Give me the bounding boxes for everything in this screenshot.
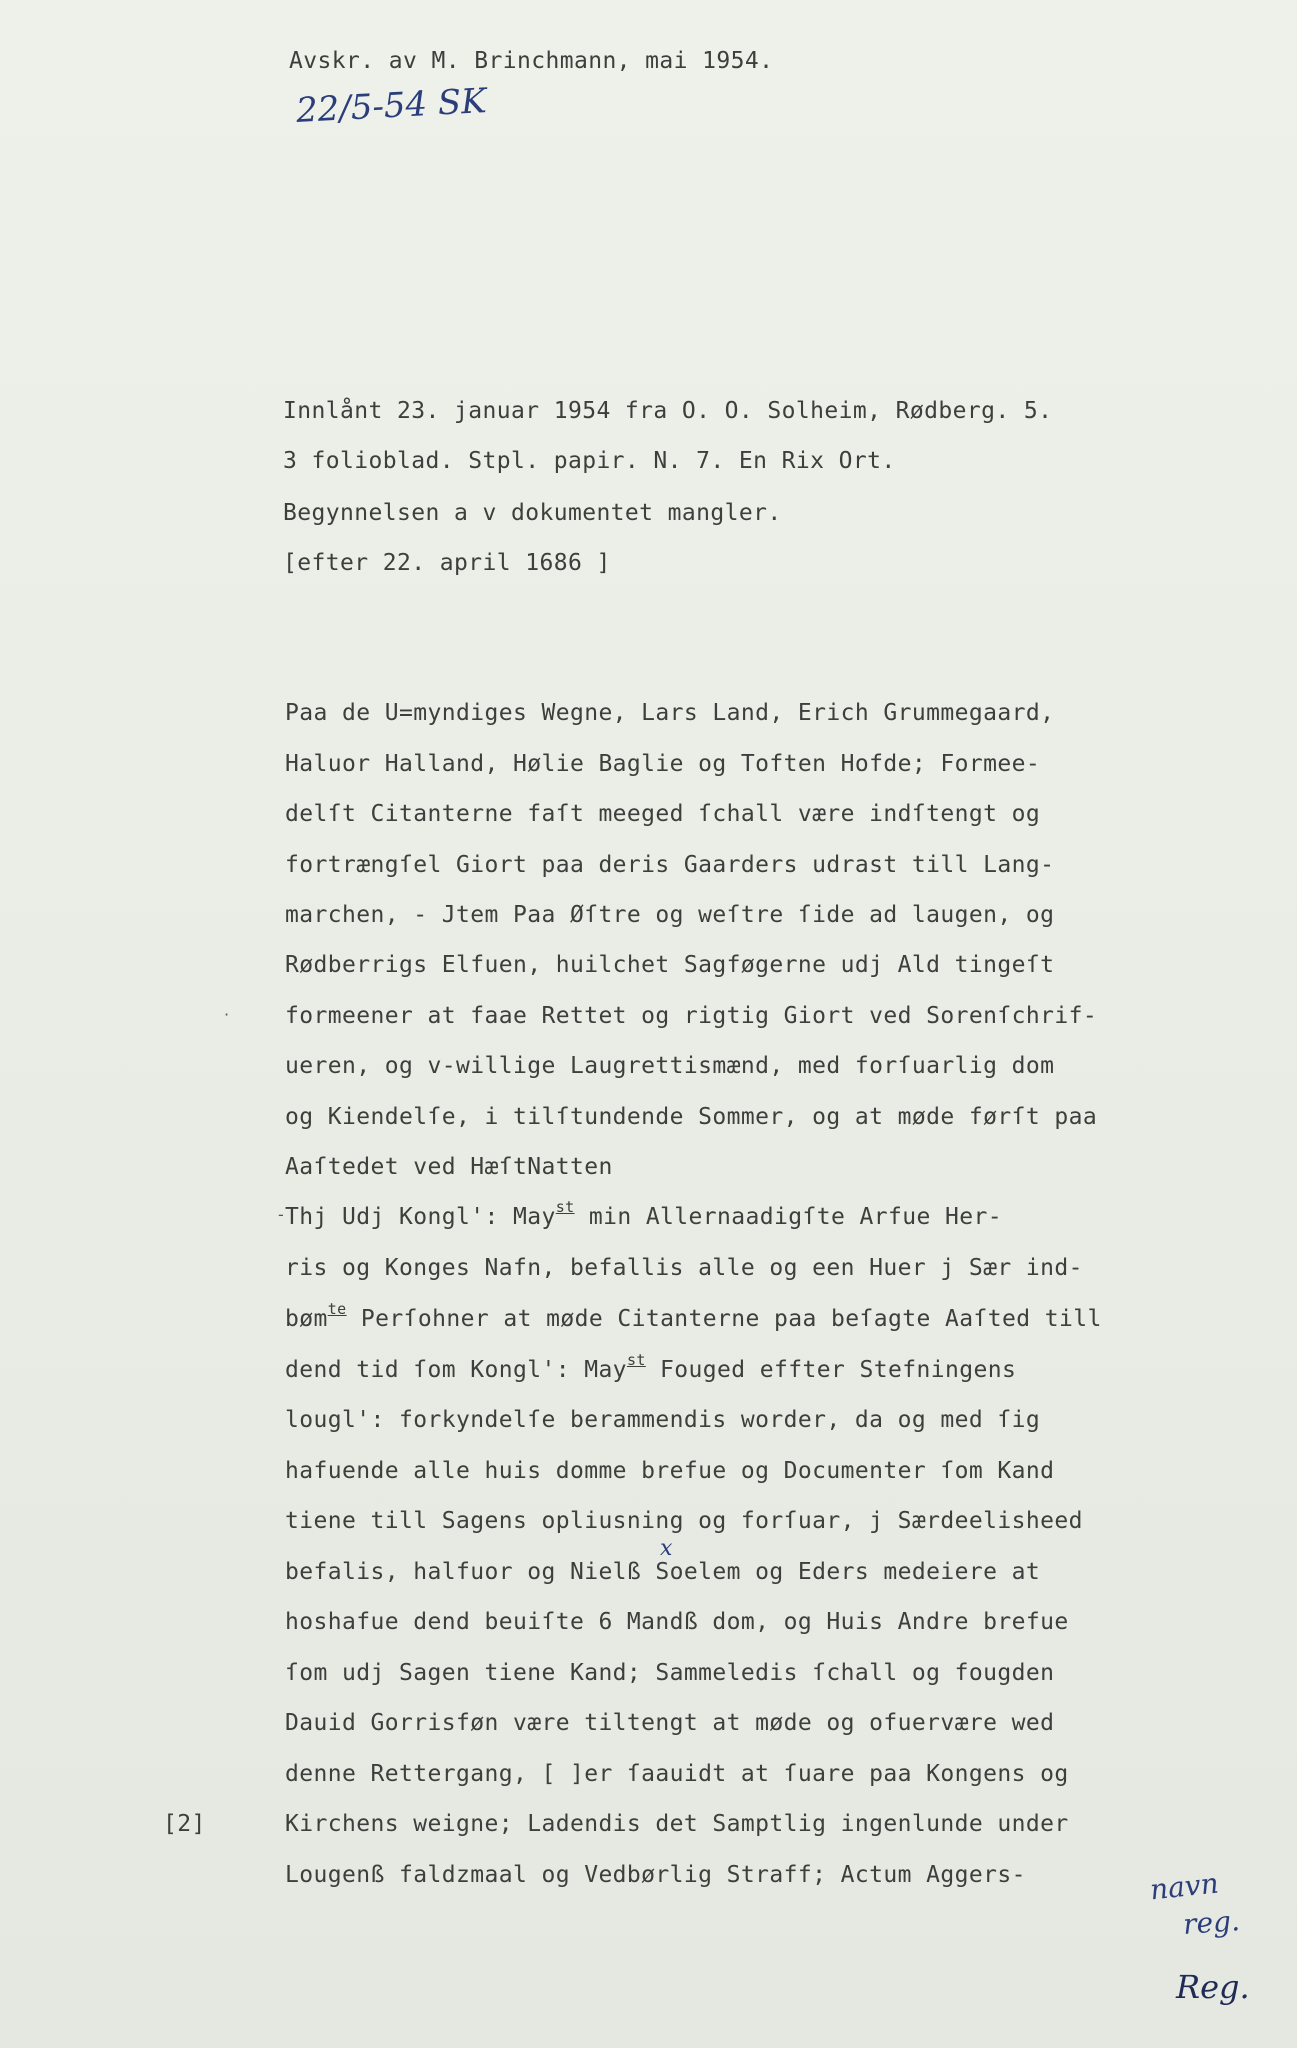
body-line-11-rest: min Allernaadigſte Arfue Her- — [574, 1204, 1002, 1230]
handwritten-date: 22/5-54 SK — [295, 81, 488, 131]
handwritten-margin-note-3: Reg. — [1176, 1968, 1250, 2006]
transcription-note: Avskr. av M. Brinchmann, mai 1954. — [289, 48, 774, 74]
body-line-10: Aaſtedet ved HæſtNatten — [285, 1154, 613, 1180]
folio-info-line: 3 folioblad. Stpl. papir. N. 7. En Rix Ort. — [283, 448, 896, 474]
margin-dash: - — [278, 1205, 284, 1224]
body-line-13-rest: Perſohner at møde Citanterne paa beſagte Aaſted till — [346, 1306, 1102, 1332]
body-line-6: Rødberrigs Elfuen, huilchet Sagføgerne udj Ald tingeſt — [285, 952, 1055, 978]
margin-dot: · — [224, 1005, 230, 1024]
superscript: st — [555, 1198, 575, 1216]
handwritten-margin-note-1: navn — [1148, 1866, 1221, 1907]
superscript: te — [327, 1300, 347, 1318]
body-line-20: ſom udj Sagen tiene Kand; Sammeledis ſchall og fougden — [285, 1660, 1055, 1686]
body-line-5: marchen, - Jtem Paa Øſtre og weſtre ſide ad laugen, og — [285, 902, 1055, 928]
superscript: st — [626, 1351, 646, 1369]
body-line-14-text: dend tid ſom Kongl': May — [285, 1357, 627, 1383]
body-line-12: ris og Konges Nafn, befallis alle og een Huer j Sær ind- — [285, 1255, 1083, 1281]
body-line-22: denne Rettergang, [ ]er ſaauidt at ſuare paa Kongens og — [285, 1761, 1069, 1787]
body-line-14 — [285, 1351, 1017, 1383]
body-line-11-text: Thj Udj Kongl': May — [285, 1204, 556, 1230]
body-line-18: befalis, halfuor og Nielß Soelem og Eders medeiere at — [285, 1559, 1041, 1585]
body-line-19: hoshafue dend beuiſte 6 Mandß dom, og Huis Andre brefue — [285, 1609, 1069, 1635]
handwritten-margin-note-2: reg. — [1181, 1904, 1241, 1941]
handwritten-cross-mark: x — [660, 1536, 673, 1561]
body-line-3: delſt Citanterne faſt meeged ſchall være indſtengt og — [285, 801, 1041, 827]
date-bracket-line: [efter 22. april 1686 ] — [283, 550, 611, 576]
body-line-17: tiene till Sagens opliusning og forſuar, j Særdeelisheed — [285, 1508, 1083, 1534]
body-line-24: Lougenß faldzmaal og Vedbørlig Straff; Actum Aggers- — [285, 1862, 1026, 1888]
body-line-4: fortrængſel Giort paa deris Gaarders udrast till Lang- — [285, 852, 1055, 878]
body-line-16: hafuende alle huis domme brefue og Documenter ſom Kand — [285, 1458, 1055, 1484]
missing-beginning-line: Begynnelsen a v dokumentet mangler. — [283, 500, 782, 526]
body-line-9: og Kiendelſe, i tilſtundende Sommer, og at møde førſt paa — [285, 1104, 1098, 1130]
body-line-23: Kirchens weigne; Ladendis det Samptlig ingenlunde under — [285, 1811, 1069, 1837]
body-line-2: Haluor Halland, Hølie Baglie og Toften Hofde; Formee- — [285, 751, 1041, 777]
body-line-7: formeener at faae Rettet og rigtig Giort ved Sorenſchrif- — [285, 1003, 1098, 1029]
body-line-21: Dauid Gorrisføn være tiltengt at møde og ofuervære wed — [285, 1710, 1055, 1736]
body-line-11 — [285, 1198, 1002, 1230]
loan-info-line: Innlånt 23. januar 1954 fra O. O. Solheim, Rødberg. 5. — [283, 398, 1053, 424]
body-line-13-text: bøm — [285, 1306, 328, 1332]
body-line-13 — [285, 1300, 1102, 1332]
body-line-14-rest: Fouged effter Stefningens — [645, 1357, 1017, 1383]
body-line-1: Paa de U=myndiges Wegne, Lars Land, Erich Grummegaard, — [285, 700, 1055, 726]
body-line-15: lougl': forkyndelſe berammendis worder, da og med ſig — [285, 1407, 1041, 1433]
page-marker: [2] — [163, 1811, 206, 1837]
body-line-8: ueren, og v-willige Laugrettismænd, med forſuarlig dom — [285, 1053, 1055, 1079]
